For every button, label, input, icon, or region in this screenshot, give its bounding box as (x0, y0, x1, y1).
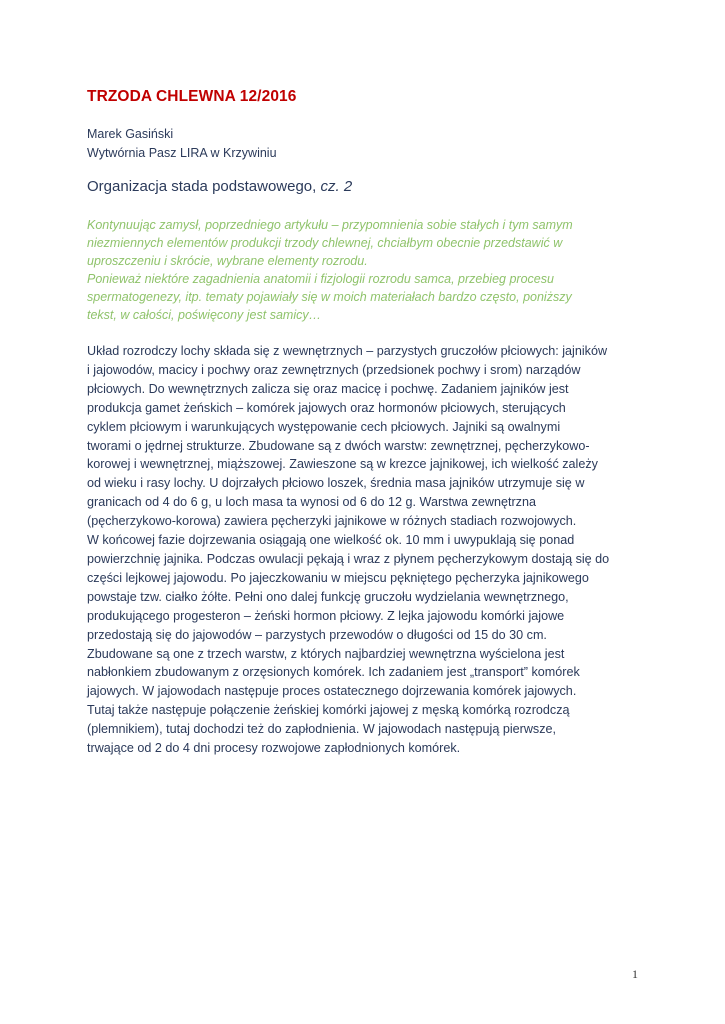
intro-line: spermatogenezy, itp. tematy pojawiały się w moich materiałach bardzo często, poniższy (87, 289, 572, 304)
body-line: (pęcherzykowo-korowa) zawiera pęcherzyki jajnikowe w różnych stadiach rozwojowych. (87, 514, 577, 529)
article-subtitle (87, 178, 352, 195)
body-line: Zbudowane są one z trzech warstw, z których najbardziej wewnętrzna wyścielona jest (87, 646, 565, 661)
author-affiliation: Wytwórnia Pasz LIRA w Krzywiniu (87, 146, 277, 160)
body-line: trwające od 2 do 4 dni procesy rozwojowe zapłodnionych komórek. (87, 741, 461, 756)
subtitle-part: cz. 2 (320, 178, 353, 195)
page-number: 1 (632, 967, 638, 981)
body-line: od wieku i rasy lochy. U dojrzałych płciowo loszek, średnia masa jajników utrzymuje się w (87, 476, 585, 491)
subtitle-main: Organizacja stada podstawowego, (87, 178, 321, 195)
body-line: produkującego progesteron – żeński hormon płciowy. Z lejka jajowodu komórki jajowe (87, 608, 565, 623)
body-paragraph (87, 342, 647, 758)
body-line: tworami o jędrnej strukturze. Zbudowane są z dwóch warstw: zewnętrznej, pęcherzykowo- (87, 438, 590, 453)
body-line: Tutaj także następuje połączenie żeńskiej komórki jajowej z męską komórką rozrodczą (87, 703, 570, 718)
body-line: nabłonkiem zbudowanym z orzęsionych komórek. Ich zadaniem jest „transport” komórek (87, 665, 580, 680)
intro-line: uproszczeniu i skrócie, wybrane elementy rozrodu. (87, 253, 368, 268)
body-line: przedostają się do jajowodów – parzystych przewodów o długości od 15 do 30 cm. (87, 627, 547, 642)
body-line: powierzchnię jajnika. Podczas owulacji pękają i wraz z płynem pęcherzykowym dostają się do (87, 551, 610, 566)
body-line: produkcja gamet żeńskich – komórek jajowych oraz hormonów płciowych, sterujących (87, 400, 566, 415)
body-line: W końcowej fazie dojrzewania osiągają one wielkość ok. 10 mm i uwypuklają się ponad (87, 533, 575, 548)
document-title: TRZODA CHLEWNA 12/2016 (87, 88, 297, 105)
intro-line: tekst, w całości, poświęcony jest samicy… (87, 307, 322, 322)
author-block (87, 125, 277, 163)
intro-line: niezmiennych elementów produkcji trzody chlewnej, chciałbym obecnie przedstawić w (87, 235, 563, 250)
body-line: powstaje tzw. ciałko żółte. Pełni ono dalej funkcję gruczołu wydzielania wewnętrznego, (87, 589, 569, 604)
intro-paragraph (87, 217, 647, 324)
body-line: jajowych. W jajowodach następuje proces ostatecznego dojrzewania komórek jajowych. (87, 684, 577, 699)
body-line: cyklem płciowym i warunkujących występowanie cech płciowych. Jajniki są owalnymi (87, 419, 561, 434)
intro-line: Ponieważ niektóre zagadnienia anatomii i fizjologii rozrodu samca, przebieg procesu (87, 271, 554, 286)
body-line: i jajowodów, macicy i pochwy oraz zewnętrznych (przedsionek pochwy i srom) narządów (87, 362, 581, 377)
intro-line: Kontynuując zamysł, poprzedniego artykułu – przypomnienia sobie stałych i tym samym (87, 218, 573, 232)
body-line: części lejkowej jajowodu. Po jajeczkowaniu w miejscu pękniętego pęcherzyka jajnikowego (87, 570, 589, 585)
body-line: Układ rozrodczy lochy składa się z wewnętrznych – parzystych gruczołów płciowych: jajników (87, 344, 608, 358)
body-line: płciowych. Do wewnętrznych zalicza się oraz macicę i pochwę. Zadaniem jajników jest (87, 381, 569, 396)
body-line: korowej i wewnętrznej, miąższowej. Zawieszone są w krezce jajnikowej, ich wielkość zależy (87, 457, 598, 472)
author-name: Marek Gasiński (87, 127, 174, 141)
body-line: (plemnikiem), tutaj dochodzi też do zapłodnienia. W jajowodach następują pierwsze, (87, 722, 557, 737)
body-line: granicach od 4 do 6 g, u loch masa ta wynosi od 6 do 12 g. Warstwa zewnętrzna (87, 495, 536, 510)
